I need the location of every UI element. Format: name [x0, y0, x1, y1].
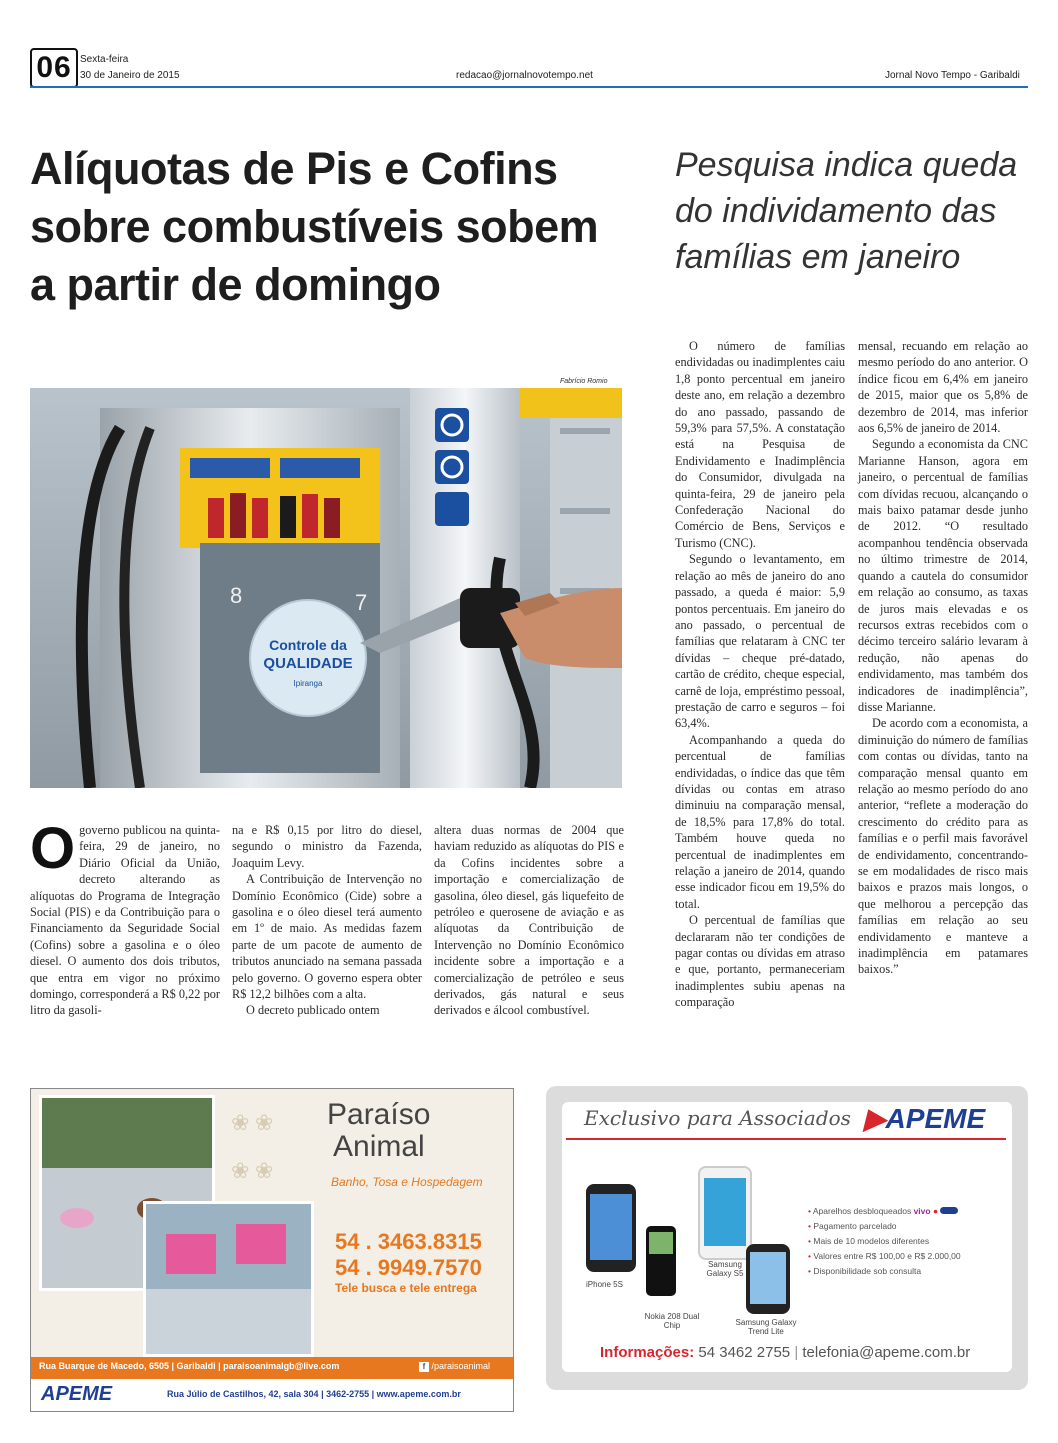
article2-paragraph: Segundo a economista da CNC Marianne Hanson, agora em janeiro, o percentual de famílias com dívidas recuou, alcançando o mais baixo patamar desde junho de 2012. “O resultado acompanhou tendência observada no último trimestre de 2014, quando a cautela do consumidor em relação ao consumo, as taxas de juros mais elevadas e os recursos extras recebidos com o décimo terceiro salário levaram à redução, não apenas do endividamento, mas também dos indicadores de inadimplência”, disse Marianne.: [858, 437, 1028, 714]
bullet-item: • Disponibilidade sob consulta: [808, 1266, 922, 1276]
headline-line: Alíquotas de Pis e Cofins: [30, 143, 558, 194]
phone-label: iPhone 5S: [586, 1280, 623, 1289]
article2-column-1: [675, 338, 845, 1011]
dropcap: O: [30, 816, 76, 881]
article1-column-2: [232, 822, 422, 1019]
header-divider: [30, 86, 1028, 88]
bullet-item: • Aparelhos desbloqueados vivo ●: [808, 1204, 1008, 1219]
header-paper-name: Jornal Novo Tempo - Garibaldi: [885, 70, 1020, 81]
article1-paragraph: governo publicou na quinta-feira, 29 de janeiro, no Diário Oficial da União, decreto alterando as alíquotas do Programa de Integração Social (PIS) e da Contribuição para o Financiamento da Seguridade Social (Cofins) sobre a gasolina e o óleo diesel. O aumento dos dois tributos, que entra em vigor no próximo domingo, corresponderá a R$ 0,22 por litro da gasoli-: [30, 823, 220, 1018]
article1-column-1: [30, 816, 220, 1019]
header-date: 30 de Janeiro de 2015: [80, 70, 180, 81]
article1-paragraph: na e R$ 0,15 por litro do diesel, segundo o ministro da Fazenda, Joaquim Levy.: [232, 823, 422, 870]
ad-apeme-bullets: [808, 1204, 1008, 1279]
operator-icon: ●: [932, 1206, 939, 1216]
article1-headline: [30, 140, 640, 314]
fuel-pump-illustration: [30, 388, 622, 788]
article2-paragraph: De acordo com a economista, a diminuição do número de famílias com contas ou dívidas, tanto na comparação mensal quanto em relação ao mesmo período do ano anterior, “reflete a moderação do crescimento do crédito para as famílias e o perfil mais favorável de endividamento, concentrando-se em modalidades de risco mais baixos e prazos mais longos, o que melhorou a percepção das famílias em relação ao seu endividamento e manteve a inadimplência em patamares baixos.”: [858, 716, 1028, 977]
article2-column-2: [858, 338, 1028, 978]
paw-icon: ❀ ❀ ❀ ❀: [231, 1110, 274, 1183]
ad-paraiso-phone-1[interactable]: 54 . 3463.8315: [335, 1229, 482, 1254]
brand-name-line: Animal: [333, 1130, 425, 1163]
ad-paraiso-tagline: Banho, Tosa e Hospedagem: [331, 1175, 483, 1189]
bullet-item: • Mais de 10 modelos diferentes: [808, 1236, 930, 1246]
bullet-item: • Pagamento parcelado: [808, 1221, 897, 1231]
info-phone[interactable]: 54 3462 2755: [698, 1344, 791, 1361]
operator-icon: [940, 1207, 958, 1214]
fuel-pump-photo: [30, 388, 622, 788]
phone-galaxy-s5-image: [698, 1166, 752, 1260]
phone-iphone-image: [586, 1184, 636, 1272]
facebook-icon: f: [419, 1362, 429, 1372]
phone-trend-lite-image: [746, 1244, 790, 1314]
headline-line: sobre combustíveis sobem: [30, 201, 599, 252]
phone-label: Samsung Galaxy S5: [706, 1260, 744, 1278]
info-email[interactable]: telefonia@apeme.com.br: [802, 1344, 971, 1361]
article1-paragraph: O decreto publicado ontem: [246, 1003, 380, 1018]
kennel-photo-2: [143, 1201, 314, 1357]
pump-number: 8: [230, 583, 243, 608]
ad-apeme-divider: [566, 1138, 1006, 1140]
article2-paragraph: Segundo o levantamento, em relação ao mês de janeiro do ano passado, a queda é maior: 5,9 pontos percentuais. Em janeiro do ano passado, o percentual de famílias que relataram à CNC ter dívidas – cheque pré-datado, cartão de crédito, cheque especial, carnê de loja, empréstimo pessoal, prestação de carro e seguros – foi 63,4%.: [675, 552, 845, 731]
header-email[interactable]: redacao@jornalnovotempo.net: [456, 70, 593, 81]
brand-name-line: Paraíso: [327, 1098, 431, 1131]
page-number: 06: [30, 48, 78, 88]
pump-number: 7: [355, 590, 368, 615]
ad-paraiso-name: [327, 1099, 430, 1163]
facebook-handle: /paraisoanimal: [431, 1361, 491, 1371]
ad-paraiso-animal[interactable]: [30, 1088, 514, 1412]
vivo-logo: vivo: [913, 1206, 931, 1216]
headline-line: Pesquisa indica queda: [675, 146, 1018, 184]
ad-paraiso-info-bar: [31, 1357, 513, 1379]
article1-column-3: [434, 822, 624, 1019]
info-label: Informações:: [600, 1344, 695, 1361]
ad-apeme-contact[interactable]: Informações: 54 3462 2755 | telefonia@apeme.com.br: [600, 1344, 971, 1361]
headline-line: famílias em janeiro: [675, 238, 961, 276]
sticker-brand: Ipiranga: [293, 679, 323, 688]
article2-paragraph: O número de famílias endividadas ou inadimplentes caiu 1,8 ponto percentual em janeiro deste ano, em relação a dezembro do ano passado, passando de 59,3% para 57,5%. A constatação está na Pesquisa de Endividamento e Inadimplência do Consumidor, divulgada na quinta-feira, 29 de janeiro pela Confederação Nacional do Comércio de Bens, Serviços e Turismo (CNC).: [675, 339, 845, 550]
article2-paragraph: O percentual de famílias que declararam não ter condições de pagar contas ou dívidas em atraso e que, portanto, permaneceriam inadimplentes subiu apenas na comparação: [675, 913, 845, 1010]
article1-paragraph: A Contribuição de Intervenção no Domínio Econômico (Cide) sobre a gasolina e o óleo diesel terá aumento em 1º de maio. As medidas fazem parte de um pacote de aumento de tributos anunciado na semana passada pelo governo. O governo espera obter R$ 12,2 bilhões com a alta.: [232, 872, 422, 1002]
bullet-item: • Valores entre R$ 100,00 e R$ 2.000,00: [808, 1251, 961, 1261]
apeme-logo-mark: ▶: [864, 1103, 886, 1134]
headline-line: a partir de domingo: [30, 259, 441, 310]
article2-paragraph: mensal, recuando em relação ao mesmo período do ano anterior. O índice ficou em 6,4% em janeiro de 2015, maior que os 5,8% de dezembro de 2014, mas inferior aos 6,5% de janeiro de 2014.: [858, 339, 1028, 436]
phone-label: Samsung Galaxy Trend Lite: [735, 1318, 797, 1336]
ad-paraiso-delivery: Tele busca e tele entrega: [335, 1281, 477, 1295]
article1-paragraph: altera duas normas de 2004 que haviam reduzido as alíquotas do PIS e da Cofins incidentes sobre a importação e comercialização de gasolina, óleo diesel, gás liquefeito de petróleo e querosene de aviação e as alíquotas da Contribuição de Intervenção no Domínio Econômico incidente sobre a importação e a comercialização de petróleo e seus derivados, gás natural e seus derivados e álcool combustível.: [434, 823, 624, 1018]
sticker-text: Controle da: [269, 637, 347, 653]
article2-paragraph: Acompanhando a queda do percentual de famílias endividadas, o índice das que têm dívidas ou contas em atraso diminuiu na comparação mensal, de 18,5% para 17,8% do total. Também houve queda no percentual de inadimplentes em relação a janeiro de 2014, quando esse indicador ficou em 19,5% do total.: [675, 732, 845, 911]
photo-credit: Fabrício Romio: [560, 378, 608, 385]
apeme-logo: APEME: [41, 1383, 113, 1405]
header-weekday: Sexta-feira: [80, 54, 129, 65]
sticker-text: QUALIDADE: [263, 655, 353, 672]
ad-apeme[interactable]: [546, 1086, 1028, 1390]
phone-label: Nokia 208 Dual Chip: [644, 1312, 700, 1330]
ad-apeme-logo: [864, 1102, 985, 1135]
phone-nokia-image: [646, 1226, 676, 1296]
ad-paraiso-facebook[interactable]: [419, 1361, 490, 1372]
headline-line: do individamento das: [675, 192, 997, 230]
apeme-address: Rua Júlio de Castilhos, 42, sala 304 | 3462-2755 | www.apeme.com.br: [167, 1389, 461, 1399]
article2-headline: [675, 142, 1035, 280]
apeme-logo-text: APEME: [885, 1103, 986, 1134]
ad-paraiso-phone-2[interactable]: 54 . 9949.7570: [335, 1255, 482, 1280]
ad-paraiso-apeme-bar: [31, 1379, 513, 1411]
ad-apeme-title: Exclusivo para Associados: [584, 1106, 851, 1130]
ad-paraiso-address: Rua Buarque de Macedo, 6505 | Garibaldi | paraisoanimalgb@live.com: [39, 1361, 340, 1371]
